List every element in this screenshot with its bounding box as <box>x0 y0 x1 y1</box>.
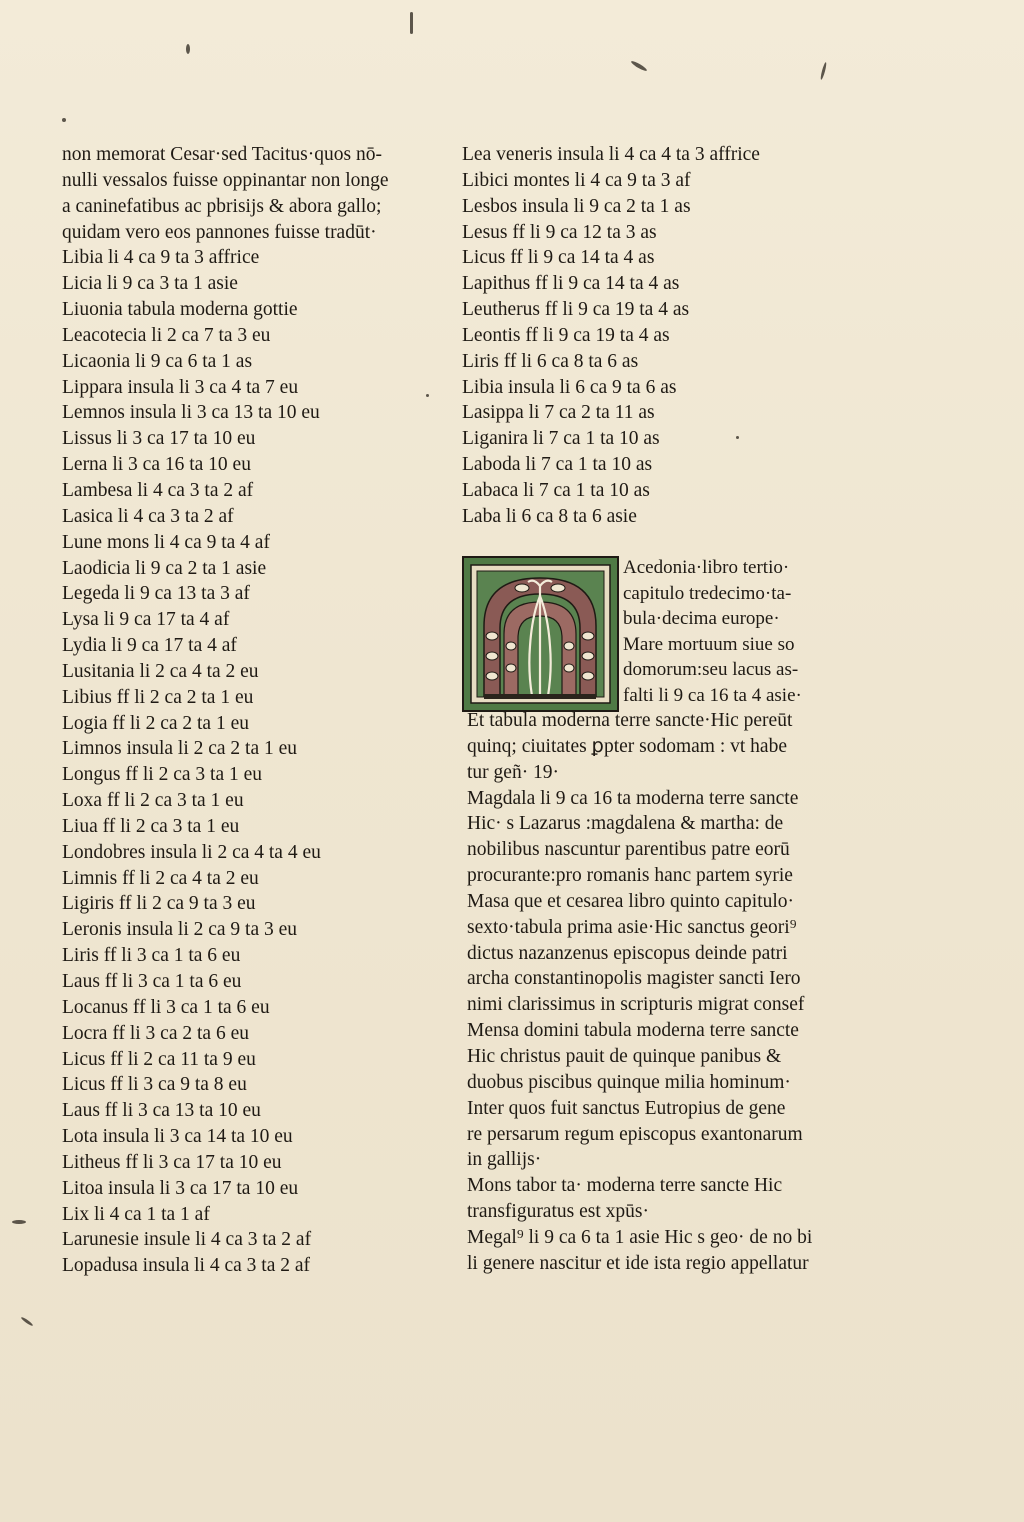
text-line: Lasica li 4 ca 3 ta 2 af <box>62 505 234 527</box>
text-line: Laus ff li 3 ca 13 ta 10 eu <box>62 1100 261 1122</box>
text-line: Locanus ff li 3 ca 1 ta 6 eu <box>62 996 270 1018</box>
right-column-list <box>462 142 802 530</box>
text-line: Liganira li 7 ca 1 ta 10 as <box>462 428 660 450</box>
text-line: Lusitania li 2 ca 4 ta 2 eu <box>62 660 259 682</box>
text-line: Lapithus ff li 9 ca 14 ta 4 as <box>462 273 680 295</box>
text-line: bula·decima europe· <box>623 608 780 629</box>
text-line: Inter quos fuit sanctus Eutropius de gene <box>467 1097 786 1119</box>
text-line: Lix li 4 ca 1 ta 1 af <box>62 1203 210 1225</box>
text-line: duobus piscibus quinque milia hominum· <box>467 1071 791 1093</box>
ink-speck <box>410 12 413 34</box>
text-line: nimi clarissimus in scripturis migrat consef <box>467 994 805 1016</box>
text-line: dictus nazanzenus episcopus deinde patri <box>467 942 788 964</box>
text-line: Licus ff li 2 ca 11 ta 9 eu <box>62 1048 256 1070</box>
text-line: Libius ff li 2 ca 2 ta 1 eu <box>62 686 254 708</box>
text-line: Limnis ff li 2 ca 4 ta 2 eu <box>62 867 259 889</box>
text-line: Laus ff li 3 ca 1 ta 6 eu <box>62 971 242 992</box>
text-line: Liris ff li 6 ca 8 ta 6 as <box>462 350 639 372</box>
ink-speck <box>426 394 429 397</box>
text-line: Lambesa li 4 ca 3 ta 2 af <box>62 479 254 501</box>
text-line: falti li 9 ca 16 ta 4 asie· <box>623 684 802 706</box>
text-line: Megal⁹ li 9 ca 6 ta 1 asie Hic s geo· de no bi <box>467 1226 813 1248</box>
text-line: Masa que et cesarea libro quinto capitulo· <box>467 890 795 912</box>
text-line: Licus ff li 9 ca 14 ta 4 as <box>462 247 655 269</box>
text-line: Laboda li 7 ca 1 ta 10 as <box>462 454 653 476</box>
text-line: Lasippa li 7 ca 2 ta 11 as <box>462 402 655 424</box>
text-line: Libia li 4 ca 9 ta 3 affrice <box>62 247 260 269</box>
text-line: Lissus li 3 ca 17 ta 10 eu <box>62 428 256 450</box>
text-line: Lydia li 9 ca 17 ta 4 af <box>62 635 237 657</box>
text-line: re persarum regum episcopus exantonarum <box>467 1123 803 1145</box>
right-column-prose <box>467 708 817 1277</box>
text-line: transfiguratus est xpūs· <box>467 1201 649 1223</box>
text-line: Mensa domini tabula moderna terre sancte <box>467 1020 799 1042</box>
text-line: Legeda li 9 ca 13 ta 3 af <box>62 583 250 605</box>
text-line: nulli vessalos fuisse oppinantar non longe <box>62 169 389 191</box>
text-line: Lysa li 9 ca 17 ta 4 af <box>62 609 230 631</box>
text-line: Londobres insula li 2 ca 4 ta 4 eu <box>62 841 321 863</box>
text-line: sexto·tabula prima asie·Hic sanctus geori⁹ <box>467 916 797 938</box>
illuminated-initial <box>462 556 619 712</box>
text-line: Locra ff li 3 ca 2 ta 6 eu <box>62 1022 249 1044</box>
text-line: Hic christus pauit de quinque panibus & <box>467 1045 782 1067</box>
text-line: Larunesie insule li 4 ca 3 ta 2 af <box>62 1229 312 1251</box>
text-line: nobilibus nascuntur parentibus patre eorū <box>467 839 790 861</box>
text-line: Leronis insula li 2 ca 9 ta 3 eu <box>62 919 298 941</box>
ink-speck <box>630 60 648 72</box>
text-line: procurante:pro romanis hanc partem syrie <box>467 865 793 887</box>
text-line: Leacotecia li 2 ca 7 ta 3 eu <box>62 324 271 346</box>
initial-side-text <box>623 555 802 708</box>
text-line: Liua ff li 2 ca 3 ta 1 eu <box>62 815 240 837</box>
text-line: Laba li 6 ca 8 ta 6 asie <box>462 505 637 527</box>
text-line: Libia insula li 6 ca 9 ta 6 as <box>462 376 677 398</box>
left-column <box>62 142 422 1279</box>
text-line: non memorat Cesar·sed Tacitus·quos nō- <box>62 144 382 165</box>
text-line: domorum:seu lacus as- <box>623 659 799 680</box>
text-line: Magdala li 9 ca 16 ta moderna terre sancte <box>467 787 799 809</box>
text-line: Licaonia li 9 ca 6 ta 1 as <box>62 350 253 372</box>
text-line: Lea veneris insula li 4 ca 4 ta 3 affrice <box>462 144 760 165</box>
ink-speck <box>186 44 190 54</box>
text-line: Lune mons li 4 ca 9 ta 4 af <box>62 531 270 553</box>
text-line: Lippara insula li 3 ca 4 ta 7 eu <box>62 376 299 398</box>
text-line: quinq; ciuitates ꝑpter sodomam : vt habe <box>467 735 787 757</box>
text-line: Leutherus ff li 9 ca 19 ta 4 as <box>462 299 690 321</box>
text-line: Lerna li 3 ca 16 ta 10 eu <box>62 454 251 476</box>
text-line: tur geñ· 19· <box>467 761 560 783</box>
text-line: Lesbos insula li 9 ca 2 ta 1 as <box>462 195 691 217</box>
ink-speck <box>62 118 66 122</box>
text-line: Liuonia tabula moderna gottie <box>62 299 298 321</box>
text-line: Mare mortuum siue so <box>623 633 795 655</box>
text-line: Leontis ff li 9 ca 19 ta 4 as <box>462 324 670 346</box>
text-line: Labaca li 7 ca 1 ta 10 as <box>462 479 650 501</box>
text-line: Litoa insula li 3 ca 17 ta 10 eu <box>62 1177 299 1199</box>
text-line: Acedonia·libro tertio· <box>623 557 790 578</box>
text-line: Litheus ff li 3 ca 17 ta 10 eu <box>62 1151 282 1173</box>
ink-speck <box>12 1220 26 1224</box>
ink-speck <box>820 62 828 80</box>
initial-m-ornament-icon <box>462 556 619 712</box>
text-line: Hic· s Lazarus :magdalena & martha: de <box>467 813 784 835</box>
text-line: a caninefatibus ac pbrisijs & abora gallo; <box>62 195 382 217</box>
ink-speck <box>20 1316 33 1326</box>
text-line: Lopadusa insula li 4 ca 3 ta 2 af <box>62 1255 311 1277</box>
text-line: Liris ff li 3 ca 1 ta 6 eu <box>62 945 241 967</box>
text-line: Licia li 9 ca 3 ta 1 asie <box>62 273 238 295</box>
text-line: Limnos insula li 2 ca 2 ta 1 eu <box>62 738 298 760</box>
text-line: li genere nascitur et ide ista regio appellatur <box>467 1252 809 1274</box>
text-line: Licus ff li 3 ca 9 ta 8 eu <box>62 1074 247 1096</box>
text-line: Longus ff li 2 ca 3 ta 1 eu <box>62 764 263 786</box>
text-line: Libici montes li 4 ca 9 ta 3 af <box>462 169 691 191</box>
text-line: Lota insula li 3 ca 14 ta 10 eu <box>62 1126 293 1148</box>
text-line: Mons tabor ta· moderna terre sancte Hic <box>467 1175 783 1197</box>
text-line: in gallijs· <box>467 1149 542 1171</box>
text-line: quidam vero eos pannones fuisse tradūt· <box>62 221 377 243</box>
text-line: archa constantinopolis magister sancti Iero <box>467 968 801 990</box>
text-line: Loxa ff li 2 ca 3 ta 1 eu <box>62 790 244 812</box>
text-line: capitulo tredecimo·ta- <box>623 582 792 604</box>
text-line: Et tabula moderna terre sancte·Hic pereūt <box>467 710 793 731</box>
text-line: Laodicia li 9 ca 2 ta 1 asie <box>62 557 267 579</box>
text-line: Logia ff li 2 ca 2 ta 1 eu <box>62 712 249 734</box>
text-line: Lesus ff li 9 ca 12 ta 3 as <box>462 221 657 243</box>
text-line: Ligiris ff li 2 ca 9 ta 3 eu <box>62 893 256 915</box>
text-line: Lemnos insula li 3 ca 13 ta 10 eu <box>62 402 320 424</box>
